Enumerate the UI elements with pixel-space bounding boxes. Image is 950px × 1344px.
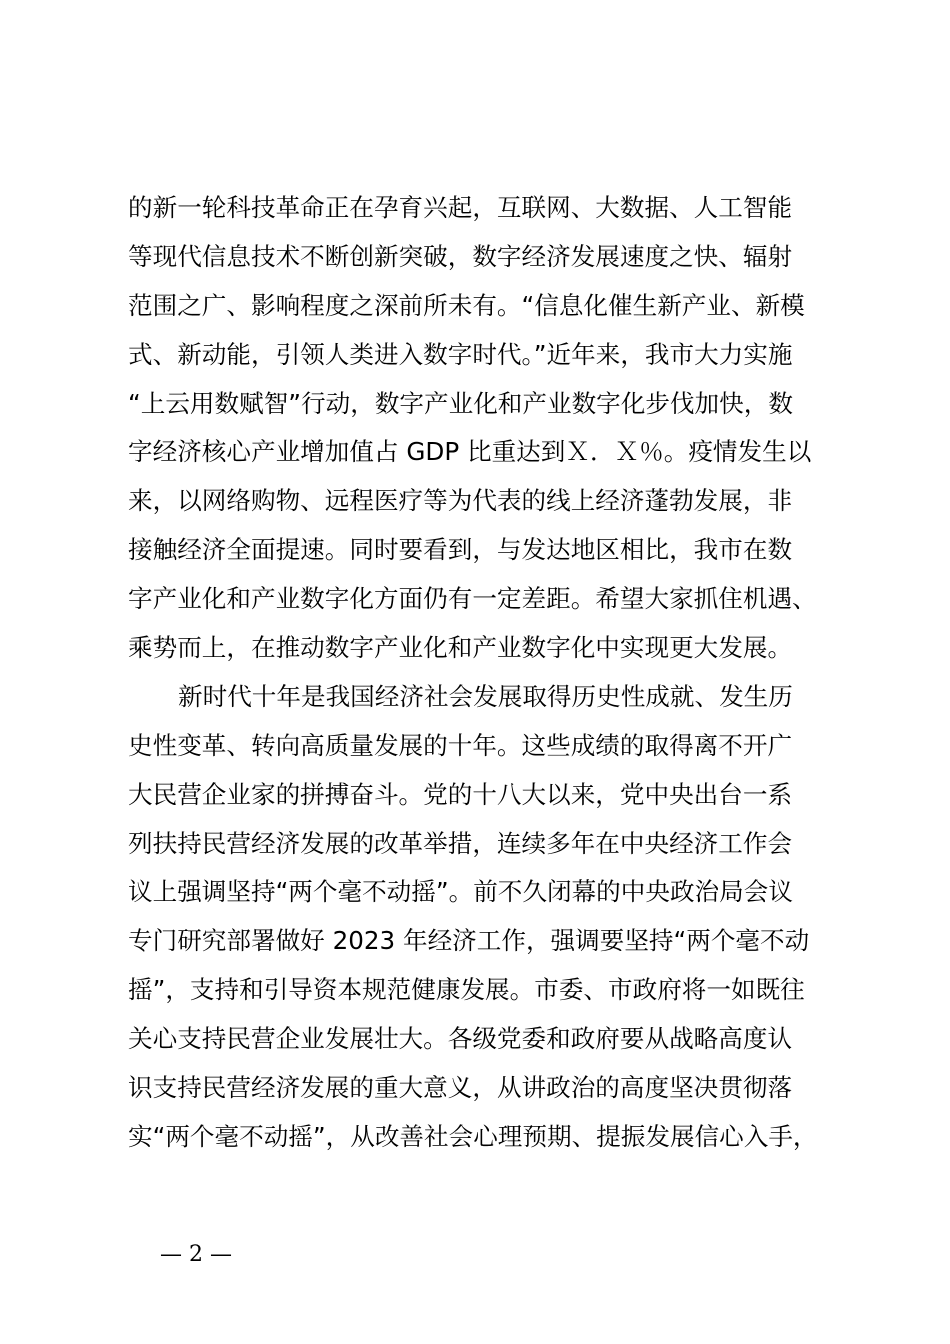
text-line: 摇”，支持和引导资本规范健康发展。市委、市政府将一如既往 [128,975,805,1005]
text-line: 来，以网络购物、远程医疗等为代表的线上经济蓬勃发展，非 [128,486,793,516]
text-line: “上云用数赋智”行动，数字产业化和产业数字化步伐加快，数 [128,388,793,418]
text-line: 列扶持民营经济发展的改革举措，连续多年在中央经济工作会 [128,828,793,858]
text-line: 乘势而上，在推动数字产业化和产业数字化中实现更大发展。 [128,633,793,663]
text-line: 史性变革、转向高质量发展的十年。这些成绩的取得离不开广 [128,730,793,760]
text-line: 字经济核心产业增加值占 GDP 比重达到Ｘ．Ｘ％。疫情发生以 [128,437,812,467]
text-line: 专门研究部署做好 2023 年经济工作，强调要坚持“两个毫不动 [128,926,810,956]
body-text [128,184,848,1162]
text-line: 范围之广、影响程度之深前所未有。“信息化催生新产业、新模 [128,290,805,320]
text-line: 实“两个毫不动摇”，从改善社会心理预期、提振发展信心入手， [128,1121,818,1151]
text-line: 关心支持民营企业发展壮大。各级党委和政府要从战略高度认 [128,1024,793,1054]
text-line: 识支持民营经济发展的重大意义，从讲政治的高度坚决贯彻落 [128,1073,793,1103]
text-line: 接触经济全面提速。同时要看到，与发达地区相比，我市在数 [128,535,793,565]
text-line: 的新一轮科技革命正在孕育兴起，互联网、大数据、人工智能 [128,193,793,222]
text-line: 议上强调坚持“两个毫不动摇”。前不久闭幕的中央政治局会议 [128,877,793,907]
text-line: 等现代信息技术不断创新突破，数字经济发展速度之快、辐射 [128,241,793,271]
paragraph-first-line: 新时代十年是我国经济社会发展取得历史性成就、发生历 [178,681,793,711]
page-number: — 2 — [160,1242,232,1267]
text-line: 字产业化和产业数字化方面仍有一定差距。希望大家抓住机遇、 [128,584,817,614]
text-line: 大民营企业家的拼搏奋斗。党的十八大以来，党中央出台一系 [128,779,793,809]
text-line: 式、新动能，引领人类进入数字时代。”近年来，我市大力实施 [128,339,793,369]
